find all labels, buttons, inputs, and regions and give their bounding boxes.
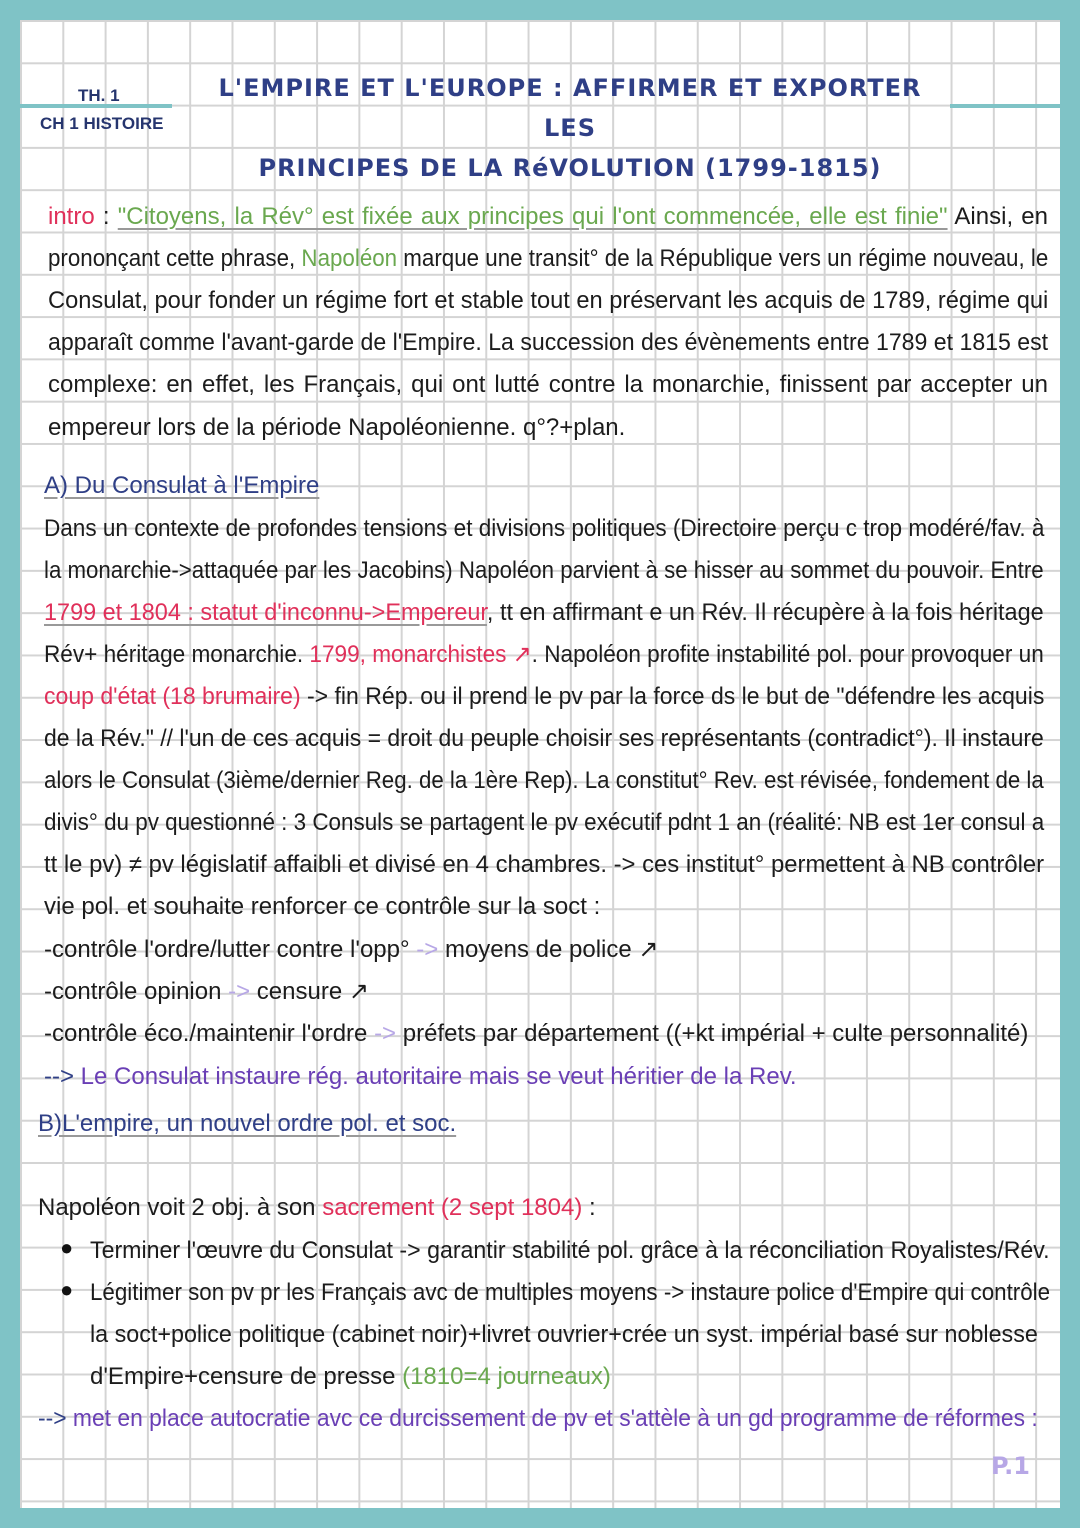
section-b-bullet-2-line-1: Légitimer son pv pr les Français avc de multiples moyens -> instaure police d'Empire qui contrôle <box>90 1279 1051 1306</box>
section-b-line-1 <box>38 1193 1038 1223</box>
section-a-line-7: alors le Consulat (3ième/dernier Reg. de la 1ère Rep). La constitut° Rev. est révisée, fondement de la <box>44 767 1044 794</box>
section-a-line-5 <box>44 682 1045 712</box>
intro-line-6: empereur lors de la période Napoléonienne. q°?+plan. <box>48 414 626 441</box>
section-a-line-1: Dans un contexte de profondes tensions et divisions politiques (Directoire perçu c trop modéré/fav. à <box>44 515 1045 542</box>
section-a-heading: A) Du Consulat à l'Empire <box>44 472 320 499</box>
section-a-line-9: tt le pv) ≠ pv législatif affaibli et divisé en 4 chambres. -> ces institut° permettent à NB contrôler <box>44 851 1045 878</box>
section-a-l4-b: . Napoléon profite instabilité pol. pour provoquer un <box>531 641 1044 668</box>
section-b-heading: B)L'empire, un nouvel ordre pol. et soc. <box>38 1110 457 1137</box>
section-a-l4-a: Rév+ héritage monarchie. <box>44 641 310 668</box>
control-item-1-a: -contrôle l'ordre/lutter contre l'opp° <box>44 936 417 963</box>
section-a-monarchistes: 1799, monarchistes ↗ <box>309 641 532 668</box>
section-a-line-10: vie pol. et souhaite renforcer ce contrôle sur la soct : <box>44 893 601 920</box>
intro-line-2 <box>48 244 1049 274</box>
title-line-1: L'EMPIRE ET L'EUROPE : AFFIRMER ET EXPORTER LES <box>218 74 922 142</box>
section-a-line-4 <box>44 640 1044 670</box>
control-item-2-b: censure ↗ <box>250 978 369 1005</box>
section-b-conclusion <box>38 1404 1038 1434</box>
title-line-2: PRINCIPES DE LA RéVOLUTION (1799-1815) <box>258 154 882 182</box>
intro-l2-b: marque une transit° de la République vers un régime nouveau, le <box>397 245 1049 272</box>
section-a-conclusion-text: Le Consulat instaure rég. autoritaire mais se veut héritier de la Rev. <box>74 1063 797 1090</box>
section-b-l1-a: Napoléon voit 2 obj. à son <box>38 1194 323 1221</box>
header-line-right <box>950 104 1060 108</box>
arrow-icon: -> <box>374 1020 397 1047</box>
section-a-line-2: la monarchie->attaquée par les Jacobins) Napoléon parvient à se hisser au sommet du pouvoir. Entre <box>44 557 1044 584</box>
section-b-b2-l3-a: d'Empire+censure de presse <box>90 1363 403 1390</box>
conclusion-arrow-icon: --> <box>44 1063 74 1090</box>
intro-label: intro <box>48 203 95 230</box>
control-item-3-a: -contrôle éco./maintenir l'ordre <box>44 1020 375 1047</box>
section-b-bullet-2-line-3 <box>90 1362 1050 1392</box>
control-item-3-b: préfets par département ((+kt impérial + culte personnalité) <box>396 1020 1029 1047</box>
intro-l1-rest: Ainsi, en <box>947 203 1048 230</box>
chapter-label: CH 1 HISTOIRE <box>40 114 164 133</box>
section-a-dates: 1799 et 1804 : statut d'inconnu->Empereur <box>44 599 487 626</box>
section-a-conclusion <box>44 1062 1044 1092</box>
intro-line-1 <box>48 202 1048 232</box>
intro-quote: "Citoyens, la Rév° est fixée aux principes qui l'ont commencée, elle est finie" <box>117 203 948 230</box>
section-b-bullet-1: Terminer l'œuvre du Consulat -> garantir stabilité pol. grâce à la réconciliation Royalistes/Rév. <box>90 1237 1050 1264</box>
conclusion-arrow-icon: --> <box>38 1405 67 1432</box>
intro-line-5: complexe: en effet, les Français, qui ont lutté contre la monarchie, finissent par accepter un <box>48 371 1048 398</box>
intro-napoleon: Napoléon <box>301 245 398 272</box>
control-item-1-b: moyens de police ↗ <box>438 936 659 963</box>
section-b-sacrement: sacrement (2 sept 1804) <box>322 1194 583 1221</box>
section-a-line-8: divis° du pv questionné : 3 Consuls se partagent le pv exécutif pdnt 1 an (réalité: NB est 1er consul a <box>44 809 1045 836</box>
bullet-icon: ● <box>60 1235 74 1260</box>
notebook-page <box>20 20 1060 1508</box>
intro-sep: : <box>94 203 118 230</box>
arrow-icon: -> <box>416 936 439 963</box>
control-item-2 <box>44 977 1044 1007</box>
arrow-icon: -> <box>228 978 251 1005</box>
page-number: P.1 <box>991 1452 1030 1480</box>
theme-label: TH. 1 <box>78 86 120 105</box>
section-a-l5-b: -> fin Rép. ou il prend le pv par la force ds le but de "défendre les acquis <box>300 683 1045 710</box>
control-item-3 <box>44 1019 1044 1049</box>
section-b-bullet-2-line-2: la soct+police politique (cabinet noir)+livret ouvrier+crée un syst. impérial basé sur noblesse <box>90 1321 1038 1348</box>
intro-line-3: Consulat, pour fonder un régime fort et stable tout en préservant les acquis de 1789, régime qui <box>48 287 1049 314</box>
control-item-1 <box>44 935 1044 965</box>
page-title <box>210 68 930 188</box>
section-a-line-3 <box>44 598 1044 628</box>
bullet-icon: ● <box>60 1277 74 1302</box>
section-a-coup-detat: coup d'état (18 brumaire) <box>44 683 301 710</box>
section-b-journeaux: (1810=4 journeaux) <box>402 1363 611 1390</box>
section-b-l1-b: : <box>582 1194 596 1221</box>
section-a-line-6: de la Rév." // l'un de ces acquis = droit du peuple choisir ses représentants (contradict°). Il instaure <box>44 725 1044 752</box>
section-b-conclusion-text: met en place autocratie avc ce durcissement de pv et s'attèle à un gd programme de réformes : <box>66 1405 1038 1432</box>
control-item-2-a: -contrôle opinion <box>44 978 229 1005</box>
intro-line-4: apparaît comme l'avant-garde de l'Empire. La succession des évènements entre 1789 et 1815 est <box>48 329 1049 356</box>
intro-l2-a: prononçant cette phrase, <box>48 245 302 272</box>
section-a-l3-b: , tt en affirmant e un Rév. Il récupère à la fois héritage <box>486 599 1044 626</box>
